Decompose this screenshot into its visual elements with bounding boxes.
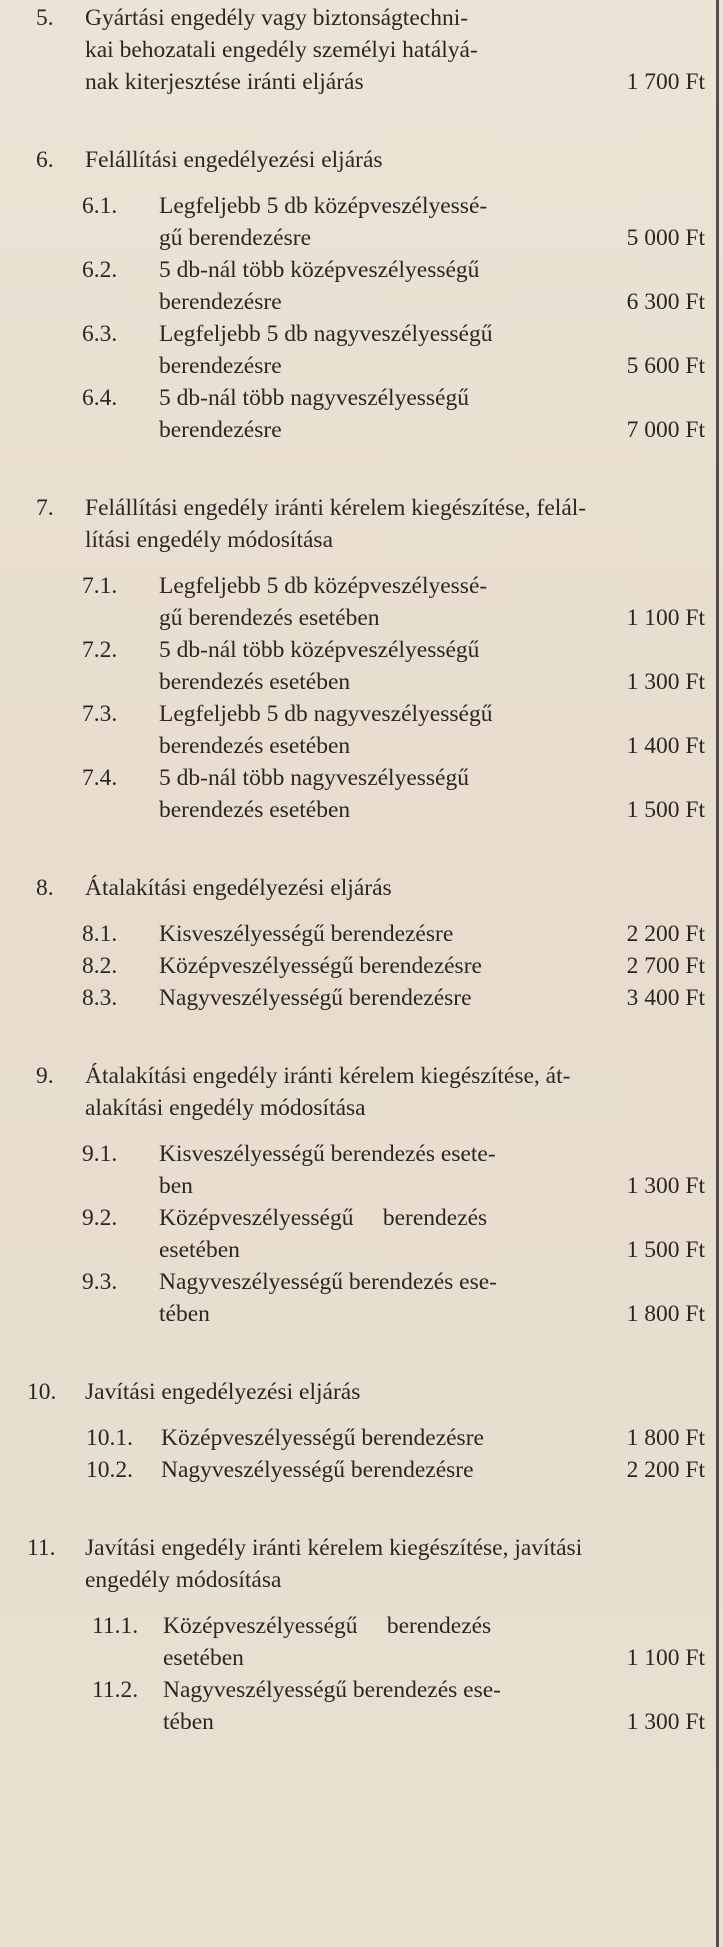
item-line <box>0 190 723 222</box>
section-number: 10. <box>27 1379 57 1405</box>
item-text: tében <box>159 1301 210 1327</box>
item-number: 6.1. <box>82 193 118 219</box>
fee-amount: 7 000 Ft <box>626 417 705 443</box>
section-title: Felállítási engedély iránti kérelem kiegészítése, felál- <box>85 495 587 521</box>
item-number: 6.3. <box>82 321 118 347</box>
section-title: Felállítási engedélyezési eljárás <box>85 147 383 173</box>
item-line <box>0 1266 723 1298</box>
item-text: Nagyveszélyességű berendezés ese- <box>159 1269 497 1295</box>
section-heading-line <box>0 1092 723 1124</box>
fee-amount: 6 300 Ft <box>626 289 705 315</box>
fee-amount: 1 300 Ft <box>626 1709 705 1735</box>
fee-amount: 2 200 Ft <box>626 1457 705 1483</box>
fee-amount: 1 500 Ft <box>626 797 705 823</box>
fee-amount: 2 700 Ft <box>626 953 705 979</box>
section-heading-line <box>0 1376 723 1408</box>
item-number: 11.2. <box>92 1677 139 1703</box>
section-title: engedély módosítása <box>85 1567 282 1593</box>
section-number: 9. <box>36 1063 54 1089</box>
item-text: 5 db-nál több nagyveszélyességű <box>159 765 469 791</box>
item-number: 10.1. <box>86 1425 133 1451</box>
section-heading-line <box>0 524 723 556</box>
item-line <box>0 1234 723 1266</box>
item-text: Nagyveszélyességű berendezésre <box>159 985 472 1011</box>
item-text: esetében <box>163 1645 244 1671</box>
item-number: 8.1. <box>82 921 118 947</box>
item-number: 6.4. <box>82 385 118 411</box>
item-text: Legfeljebb 5 db középveszélyessé- <box>159 193 488 219</box>
item-number: 9.3. <box>82 1269 118 1295</box>
item-line <box>0 634 723 666</box>
fee-amount: 1 300 Ft <box>626 1173 705 1199</box>
item-text: Kisveszélyességű berendezésre <box>159 921 454 947</box>
item-text: berendezésre <box>159 289 282 315</box>
item-line <box>0 286 723 318</box>
section-5 <box>0 2 723 98</box>
fee-amount: 1 800 Ft <box>626 1301 705 1327</box>
fee-amount: 5 600 Ft <box>626 353 705 379</box>
item-text: Középveszélyességű berendezés <box>163 1613 492 1639</box>
item-line <box>0 254 723 286</box>
fee-amount: 1 800 Ft <box>626 1425 705 1451</box>
section-heading-line <box>0 1564 723 1596</box>
fee-amount: 3 400 Ft <box>626 985 705 1011</box>
item-line <box>0 570 723 602</box>
item-text: berendezés esetében <box>159 797 351 823</box>
section-8 <box>0 872 723 1014</box>
item-text: Legfeljebb 5 db középveszélyessé- <box>159 573 488 599</box>
section-title: Átalakítási engedély iránti kérelem kiegészítése, át- <box>85 1063 571 1089</box>
item-number: 8.3. <box>82 985 118 1011</box>
item-line <box>0 602 723 634</box>
item-line <box>0 1674 723 1706</box>
item-number: 7.3. <box>82 701 118 727</box>
section-heading-line <box>0 66 723 98</box>
item-text: gű berendezés esetében <box>159 605 380 631</box>
item-line <box>0 950 723 982</box>
item-line <box>0 1298 723 1330</box>
section-9 <box>0 1060 723 1330</box>
item-line <box>0 1610 723 1642</box>
fee-amount: 1 100 Ft <box>626 1645 705 1671</box>
section-heading-line <box>0 872 723 904</box>
section-10 <box>0 1376 723 1486</box>
item-line <box>0 318 723 350</box>
item-text: berendezésre <box>159 417 282 443</box>
item-text: Kisveszélyességű berendezés esete- <box>159 1141 496 1167</box>
fee-amount: 2 200 Ft <box>626 921 705 947</box>
section-number: 7. <box>36 495 54 521</box>
item-text: 5 db-nál több középveszélyességű <box>159 257 480 283</box>
item-text: Középveszélyességű berendezésre <box>159 953 482 979</box>
section-title: Gyártási engedély vagy biztonságtechni- <box>85 5 469 31</box>
item-text: Nagyveszélyességű berendezésre <box>161 1457 474 1483</box>
item-line <box>0 1138 723 1170</box>
item-text: Legfeljebb 5 db nagyveszélyességű <box>159 701 493 727</box>
item-number: 6.2. <box>82 257 118 283</box>
item-line <box>0 918 723 950</box>
item-line <box>0 414 723 446</box>
item-text: Középveszélyességű berendezés <box>159 1205 488 1231</box>
item-number: 10.2. <box>86 1457 133 1483</box>
item-line <box>0 1706 723 1738</box>
section-number: 5. <box>36 5 54 31</box>
section-heading-line <box>0 2 723 34</box>
item-number: 7.1. <box>82 573 118 599</box>
section-number: 8. <box>36 875 54 901</box>
section-heading-line <box>0 34 723 66</box>
item-line <box>0 350 723 382</box>
section-number: 6. <box>36 147 54 173</box>
section-title: kai behozatali engedély személyi hatályá- <box>85 37 478 63</box>
item-line <box>0 762 723 794</box>
item-line <box>0 1642 723 1674</box>
section-title: alakítási engedély módosítása <box>85 1095 366 1121</box>
item-number: 7.2. <box>82 637 118 663</box>
section-heading-line <box>0 1060 723 1092</box>
item-line <box>0 1170 723 1202</box>
item-text: ben <box>159 1173 193 1199</box>
item-line <box>0 730 723 762</box>
item-line <box>0 1454 723 1486</box>
item-text: gű berendezésre <box>159 225 312 251</box>
item-number: 8.2. <box>82 953 118 979</box>
section-title: nak kiterjesztése iránti eljárás <box>85 69 364 95</box>
section-heading-line <box>0 144 723 176</box>
fee-amount: 1 500 Ft <box>626 1237 705 1263</box>
item-text: tében <box>163 1709 214 1735</box>
fee-amount: 1 700 Ft <box>626 69 705 95</box>
item-text: esetében <box>159 1237 240 1263</box>
item-number: 9.1. <box>82 1141 118 1167</box>
section-11 <box>0 1532 723 1738</box>
section-6 <box>0 144 723 446</box>
item-text: berendezésre <box>159 353 282 379</box>
fee-amount: 5 000 Ft <box>626 225 705 251</box>
fee-amount: 1 300 Ft <box>626 669 705 695</box>
item-number: 9.2. <box>82 1205 118 1231</box>
fee-amount: 1 400 Ft <box>626 733 705 759</box>
item-text: 5 db-nál több nagyveszélyességű <box>159 385 469 411</box>
item-line <box>0 794 723 826</box>
item-line <box>0 222 723 254</box>
item-text: Középveszélyességű berendezésre <box>161 1425 484 1451</box>
item-line <box>0 666 723 698</box>
item-text: Legfeljebb 5 db nagyveszélyességű <box>159 321 493 347</box>
item-number: 11.1. <box>92 1613 139 1639</box>
item-line <box>0 982 723 1014</box>
section-heading-line <box>0 492 723 524</box>
fee-amount: 1 100 Ft <box>626 605 705 631</box>
item-line <box>0 382 723 414</box>
item-line <box>0 698 723 730</box>
item-text: berendezés esetében <box>159 669 351 695</box>
section-7 <box>0 492 723 826</box>
item-line <box>0 1202 723 1234</box>
item-number: 7.4. <box>82 765 118 791</box>
section-title: Átalakítási engedélyezési eljárás <box>85 875 392 901</box>
section-title: Javítási engedély iránti kérelem kiegészítése, javítási <box>85 1535 583 1561</box>
item-line <box>0 1422 723 1454</box>
section-number: 11. <box>27 1535 56 1561</box>
section-heading-line <box>0 1532 723 1564</box>
section-title: Javítási engedélyezési eljárás <box>85 1379 361 1405</box>
section-title: lítási engedély módosítása <box>85 527 334 553</box>
item-text: berendezés esetében <box>159 733 351 759</box>
item-text: 5 db-nál több középveszélyességű <box>159 637 480 663</box>
item-text: Nagyveszélyességű berendezés ese- <box>163 1677 501 1703</box>
